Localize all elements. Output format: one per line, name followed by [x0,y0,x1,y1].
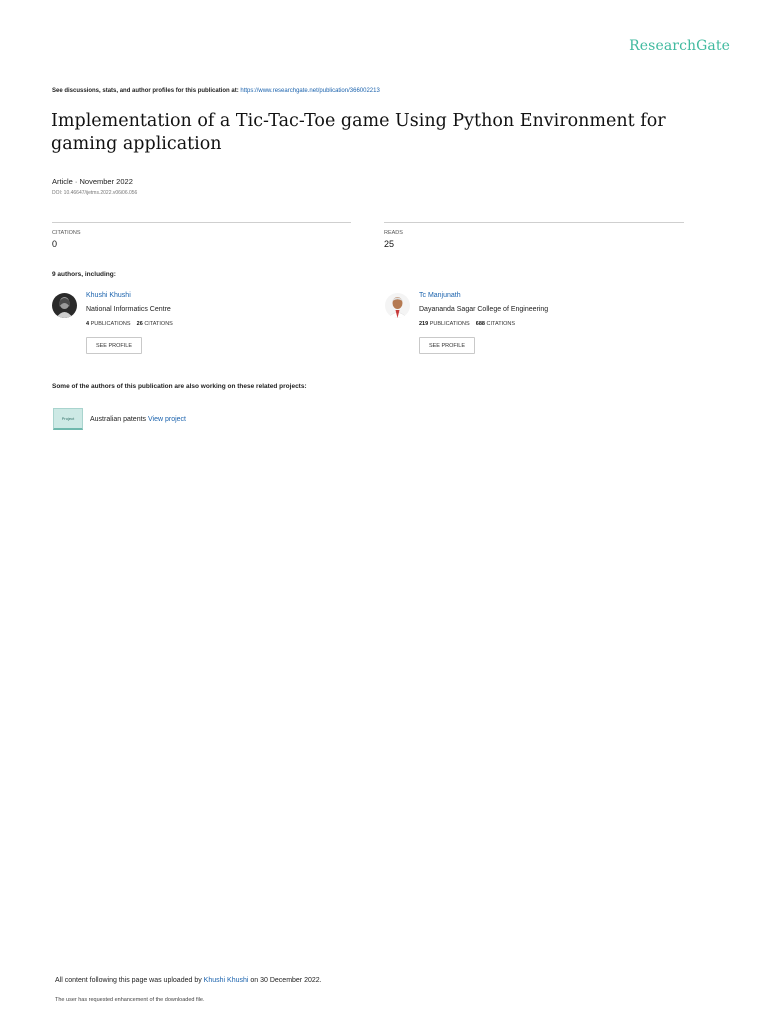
project-thumb-label: Project [61,416,75,421]
project-thumbnail-icon[interactable] [53,408,83,430]
citations-label: CITATIONS [486,321,516,327]
citations-count: 688 [475,321,485,327]
author-name-link[interactable]: Khushi Khushi [86,292,131,299]
reads-value: 25 [384,239,395,249]
citations-count: 26 [136,321,143,327]
discussions-line [52,88,380,94]
publications-label: PUBLICATIONS [90,321,131,327]
publications-count: 219 [419,321,429,327]
avatar[interactable] [385,293,410,318]
article-meta: Article · November 2022 [52,177,133,186]
enhancement-note: The user has requested enhancement of the downloaded file. [55,997,205,1003]
researchgate-logo[interactable]: ResearchGate [629,38,730,54]
authors-heading: 9 authors, including: [52,271,116,278]
citations-value: 0 [52,239,58,249]
publication-title: Implementation of a Tic-Tac-Toe game Using Python Environment for gaming application [51,111,666,154]
upload-prefix: All content following this page was uploaded by [55,977,202,984]
citations-label: CITATIONS [52,230,81,236]
author-counts [419,321,515,327]
discussions-prefix: See discussions, stats, and author profiles for this publication at: [52,88,239,94]
project-name: Australian patents [90,416,147,423]
divider-reads [384,222,684,223]
upload-suffix: on 30 December 2022. [250,977,322,984]
publications-label: PUBLICATIONS [429,321,470,327]
see-profile-button[interactable]: SEE PROFILE [86,337,142,354]
author-name-link[interactable]: Tc Manjunath [419,292,461,299]
doi[interactable]: DOI: 10.46647/ijetms.2022.v06i06.056 [52,190,138,196]
project-line [90,416,186,423]
reads-label: READS [384,230,403,236]
see-profile-button[interactable]: SEE PROFILE [419,337,475,354]
author-institution: Dayananda Sagar College of Engineering [419,306,549,313]
avatar[interactable] [52,293,77,318]
uploader-link[interactable]: Khushi Khushi [203,977,249,984]
author-institution: National Informatics Centre [86,306,171,313]
related-projects-heading: Some of the authors of this publication are also working on these related projects: [52,383,307,390]
citations-label: CITATIONS [144,321,173,327]
author-counts [86,321,173,327]
view-project-link[interactable]: View project [148,416,187,423]
upload-info [55,977,322,984]
divider-citations [52,222,351,223]
publication-url-link[interactable]: https://www.researchgate.net/publication/366002213 [240,88,380,94]
publications-count: 4 [86,321,90,327]
